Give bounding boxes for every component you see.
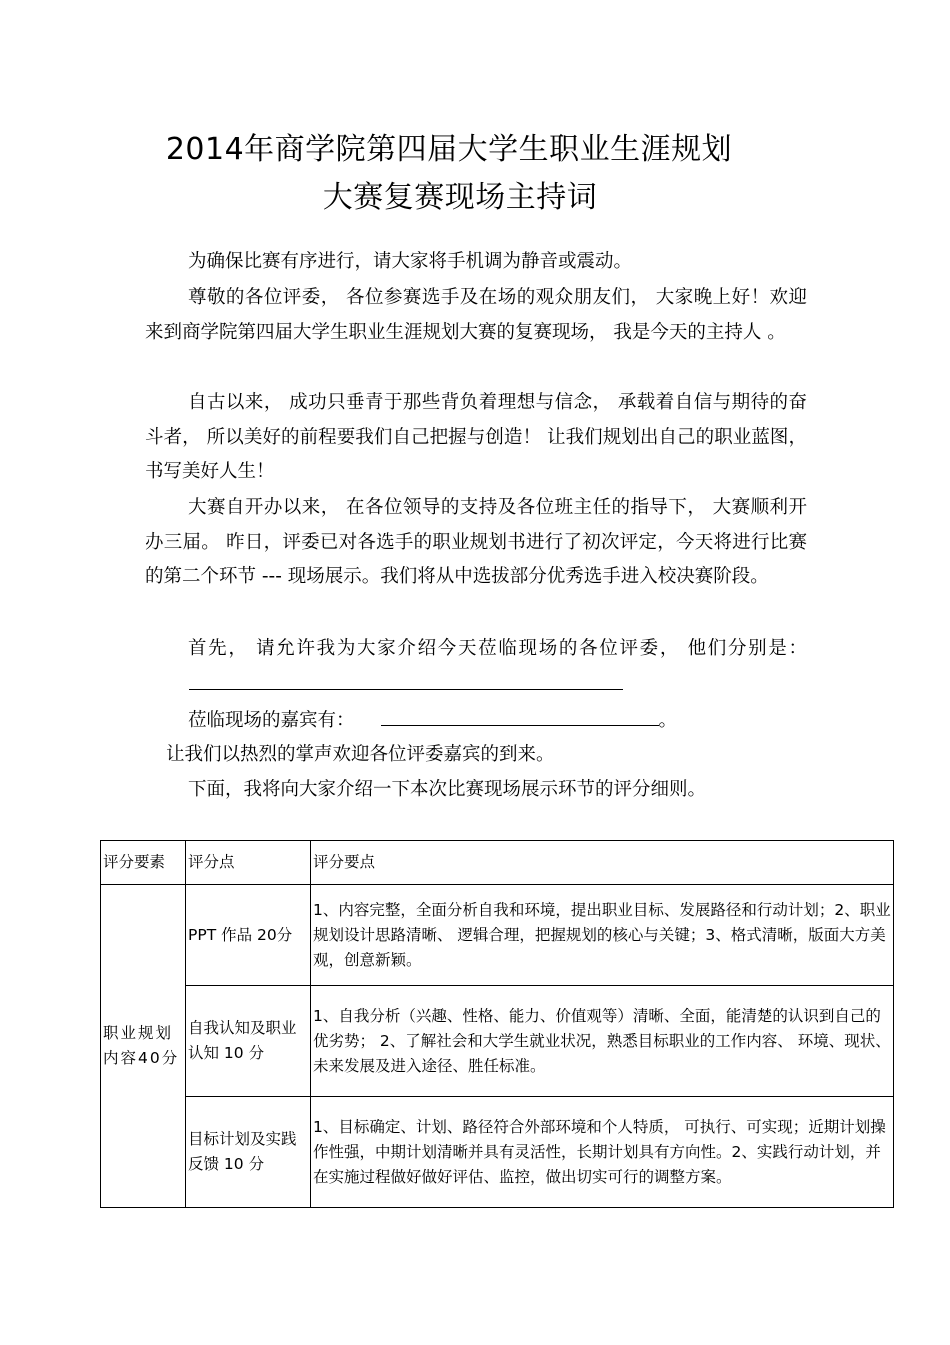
paragraph-judges-intro <box>145 632 807 702</box>
table-row <box>101 1097 894 1208</box>
scoring-detail-cell: 1、内容完整，全面分析自我和环境，提出职业目标、发展路径和行动计划；2、职业规划设计思路清晰、 逻辑合理，把握规划的核心与关键；3、格式清晰，版面大方美观，创意新颖。 <box>311 885 894 986</box>
scoring-point-cell: 自我认知及职业认知 10 分 <box>186 986 311 1097</box>
scoring-point-cell: PPT 作品 20分 <box>186 885 311 986</box>
paragraph-welcome: 让我们以热烈的掌声欢迎各位评委嘉宾的到来。 <box>166 744 555 765</box>
table-row <box>101 986 894 1097</box>
paragraph-greeting: 尊敬的各位评委， 各位参赛选手及在场的观众朋友们， 大家晚上好！欢迎来到商学院第四届大学生职业生涯规划大赛的复赛现场， 我是今天的主持人 。 <box>145 287 807 343</box>
header-cell-key-points: 评分要点 <box>311 841 894 885</box>
title-line-1: 2014年商学院第四届大学生职业生涯规划 <box>165 132 733 167</box>
header-cell-element: 评分要素 <box>101 841 186 885</box>
scoring-point-cell: 目标计划及实践反馈 10 分 <box>186 1097 311 1208</box>
paragraph-scoring-intro: 下面，我将向大家介绍一下本次比赛现场展示环节的评分细则。 <box>188 779 707 800</box>
table-row <box>101 885 894 986</box>
guests-blank-line <box>381 703 659 726</box>
category-cell: 职业规划内容40分 <box>101 885 186 1208</box>
guests-end-mark: 。 <box>658 710 678 731</box>
paragraph-motivation: 自古以来， 成功只垂青于那些背负着理想与信念， 承载着自信与期待的奋斗者， 所以美好的前程要我们自己把握与创造！ 让我们规划出自己的职业蓝图，书写美好人生！ <box>145 392 807 482</box>
scoring-detail-cell: 1、目标确定、计划、路径符合外部环境和个人特质， 可执行、可实现；近期计划操作性强，中期计划清晰并具有灵活性，长期计划具有方向性。2、实践行动计划，并在实施过程做好做好评估、监控，做出切实可行的调整方案。 <box>311 1097 894 1208</box>
paragraph-guests <box>145 703 807 739</box>
paragraph-silence-notice: 为确保比赛有序进行，请大家将手机调为静音或震动。 <box>188 251 633 272</box>
table-header-row <box>101 841 894 885</box>
judges-blank-line <box>189 667 623 690</box>
scoring-table <box>100 840 894 1208</box>
guests-text: 莅临现场的嘉宾有： <box>188 710 355 731</box>
header-cell-point: 评分点 <box>186 841 311 885</box>
title-line-2: 大赛复赛现场主持词 <box>322 180 598 215</box>
scoring-detail-cell: 1、自我分析（兴趣、性格、能力、价值观等）清晰、全面，能清楚的认识到自己的优劣势； 2、了解社会和大学生就业状况，熟悉目标职业的工作内容、 环境、现状、未来发展及进入途径、胜任标准。 <box>311 986 894 1097</box>
paragraph-background: 大赛自开办以来， 在各位领导的支持及各位班主任的指导下， 大赛顺利开办三届。 昨日，评委已对各选手的职业规划书进行了初次评定，今天将进行比赛的第二个环节 --- 现场展示。我们将从中选拔部分优秀选手进入校决赛阶段。 <box>145 497 807 587</box>
judges-intro-text: 首先， 请允许我为大家介绍今天莅临现场的各位评委， 他们分别是： <box>188 638 807 659</box>
